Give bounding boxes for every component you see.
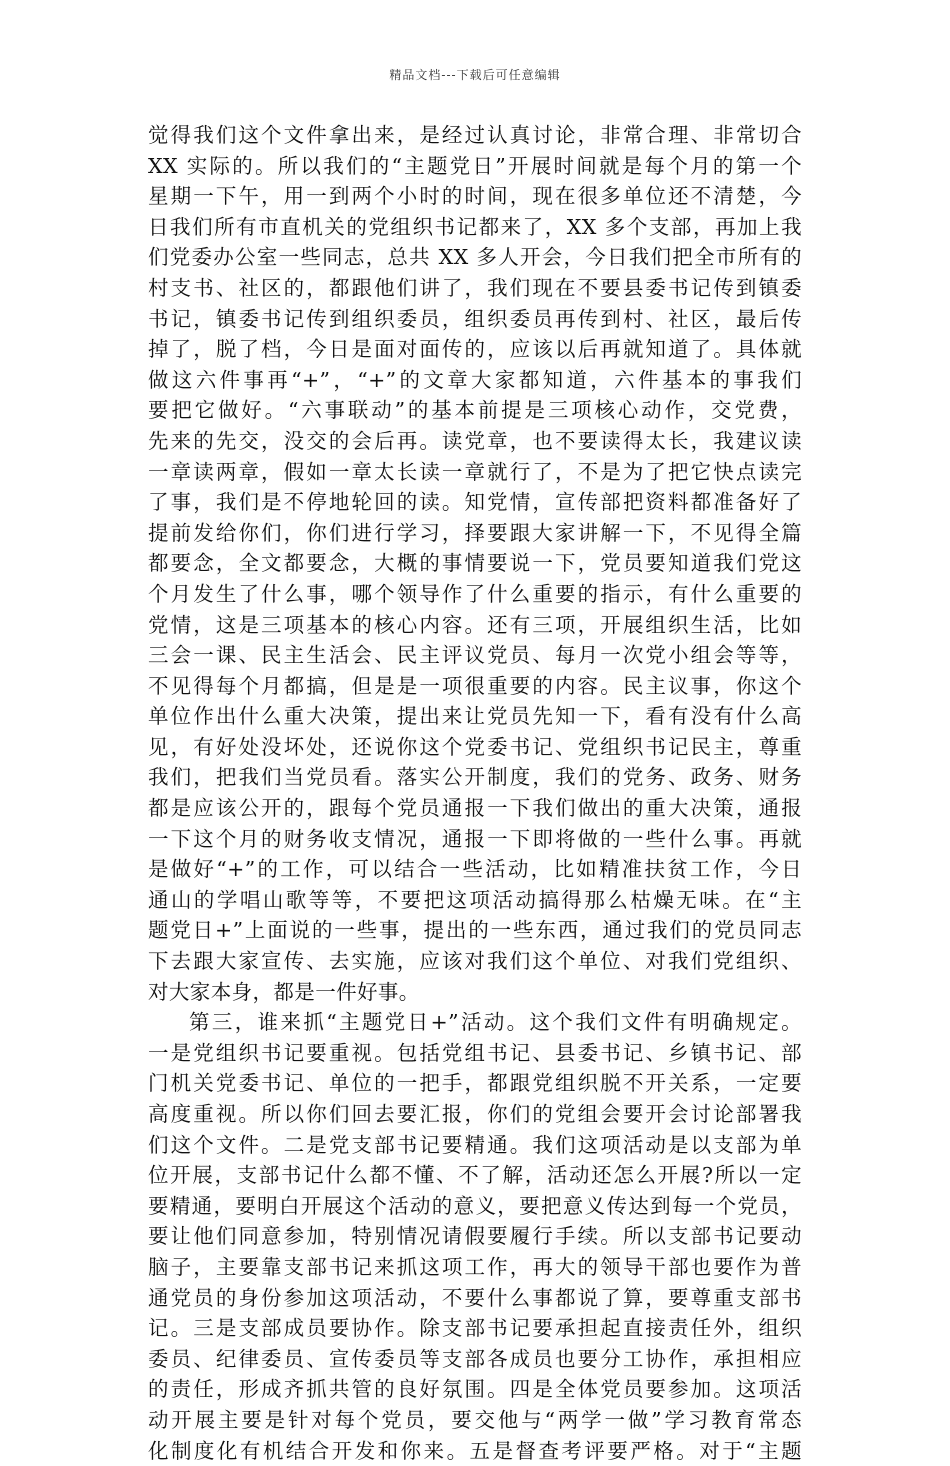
body-line: 脑子，主要靠支部书记来抓这项工作，再大的领导干部也要作为普 bbox=[148, 1254, 802, 1279]
body-line: 日我们所有市直机关的党组织书记都来了，XX 多个支部，再加上我 bbox=[148, 214, 802, 239]
body-line: 个月发生了什么事，哪个领导作了什么重要的指示，有什么重要的 bbox=[148, 581, 802, 606]
body-line: 一下这个月的财务收支情况，通报一下即将做的一些什么事。再就 bbox=[148, 826, 802, 851]
body-line: XX 实际的。所以我们的“主题党日”开展时间就是每个月的第一个 bbox=[148, 153, 802, 178]
body-line: 位开展，支部书记什么都不懂、不了解，活动还怎么开展?所以一定 bbox=[148, 1163, 802, 1188]
body-line: 一章读两章，假如一章太长读一章就行了，不是为了把它快点读完 bbox=[148, 459, 802, 484]
body-line: 提前发给你们，你们进行学习，择要跟大家讲解一下，不见得全篇 bbox=[148, 520, 802, 545]
body-line: 的责任，形成齐抓共管的良好氛围。四是全体党员要参加。这项活 bbox=[148, 1377, 802, 1402]
body-line: 要让他们同意参加，特别情况请假要履行手续。所以支部书记要动 bbox=[148, 1224, 802, 1249]
body-line: 书记，镇委书记传到组织委员，组织委员再传到村、社区，最后传 bbox=[148, 306, 802, 331]
paragraph-start-line: 第三，谁来抓“主题党日+”活动。这个我们文件有明确规定。 bbox=[189, 1010, 802, 1035]
page-header: 精品文档---下载后可任意编辑 bbox=[389, 68, 561, 82]
body-line: 单位作出什么重大决策，提出来让党员先知一下，看有没有什么高 bbox=[148, 704, 802, 729]
body-line: 委员、纪律委员、宣传委员等支部各成员也要分工协作，承担相应 bbox=[148, 1346, 802, 1371]
body-line: 要精通，要明白开展这个活动的意义，要把意义传达到每一个党员， bbox=[148, 1193, 802, 1218]
body-line: 们党委办公室一些同志，总共 XX 多人开会，今日我们把全市所有的 bbox=[148, 245, 802, 270]
body-line: 觉得我们这个文件拿出来，是经过认真讨论，非常合理、非常切合 bbox=[148, 123, 802, 147]
body-line: 化制度化有机结合开发和你来。五是督查考评要严格。对于“主题 bbox=[148, 1438, 802, 1463]
body-line: 都要念，全文都要念，大概的事情要说一下，党员要知道我们党这 bbox=[148, 551, 802, 576]
body-line: 通党员的身份参加这项活动，不要什么事都说了算，要尊重支部书 bbox=[148, 1285, 802, 1310]
body-line: 做这六件事再“+”，“+”的文章大家都知道，六件基本的事我们 bbox=[148, 367, 802, 392]
body-line: 先来的先交，没交的会后再。读党章，也不要读得太长，我建议读 bbox=[148, 428, 802, 453]
body-line: 不见得每个月都搞，但是是一项很重要的内容。民主议事，你这个 bbox=[148, 673, 802, 698]
body-line: 高度重视。所以你们回去要汇报，你们的党组会要开会讨论部署我 bbox=[148, 1102, 802, 1126]
body-line: 三会一课、民主生活会、民主评议党员、每月一次党小组会等等， bbox=[148, 643, 802, 668]
body-line: 是做好“+”的工作，可以结合一些活动，比如精准扶贫工作，今日 bbox=[148, 857, 802, 882]
body-line: 了事，我们是不停地轮回的读。知党情，宣传部把资料都准备好了 bbox=[148, 490, 802, 515]
body-line: 动开展主要是针对每个党员，要交他与“两学一做”学习教育常态 bbox=[148, 1407, 802, 1432]
body-line: 通山的学唱山歌等等，不要把这项活动搞得那么枯燥无味。在“主 bbox=[148, 887, 802, 912]
body-line: 都是应该公开的，跟每个党员通报一下我们做出的重大决策，通报 bbox=[148, 796, 802, 821]
document-body bbox=[148, 120, 802, 1466]
body-line: 记。三是支部成员要协作。除支部书记要承担起直接责任外，组织 bbox=[148, 1316, 802, 1341]
body-line: 门机关党委书记、单位的一把手，都跟党组织脱不开关系，一定要 bbox=[148, 1071, 802, 1096]
body-line: 题党日+”上面说的一些事，提出的一些东西，通过我们的党员同志 bbox=[148, 918, 802, 943]
body-line: 要把它做好。“六事联动”的基本前提是三项核心动作，交党费， bbox=[148, 398, 802, 423]
body-line: 见，有好处没坏处，还说你这个党委书记、党组织书记民主，尊重 bbox=[148, 734, 802, 759]
paragraph-end-line: 对大家本身，都是一件好事。 bbox=[148, 979, 420, 1004]
body-line: 们这个文件。二是党支部书记要精通。我们这项活动是以支部为单 bbox=[148, 1132, 802, 1157]
body-line: 下去跟大家宣传、去实施，应该对我们这个单位、对我们党组织、 bbox=[148, 949, 802, 974]
body-line: 一是党组织书记要重视。包括党组书记、县委书记、乡镇书记、部 bbox=[148, 1040, 802, 1065]
body-line: 党情，这是三项基本的核心内容。还有三项，开展组织生活，比如 bbox=[148, 612, 802, 637]
body-line: 星期一下午，用一到两个小时的时间，现在很多单位还不清楚，今 bbox=[148, 184, 802, 209]
body-line: 掉了，脱了档，今日是面对面传的，应该以后再就知道了。具体就 bbox=[148, 337, 802, 362]
body-line: 我们，把我们当党员看。落实公开制度，我们的党务、政务、财务 bbox=[148, 765, 802, 790]
body-line: 村支书、社区的，都跟他们讲了，我们现在不要县委书记传到镇委 bbox=[148, 275, 802, 300]
